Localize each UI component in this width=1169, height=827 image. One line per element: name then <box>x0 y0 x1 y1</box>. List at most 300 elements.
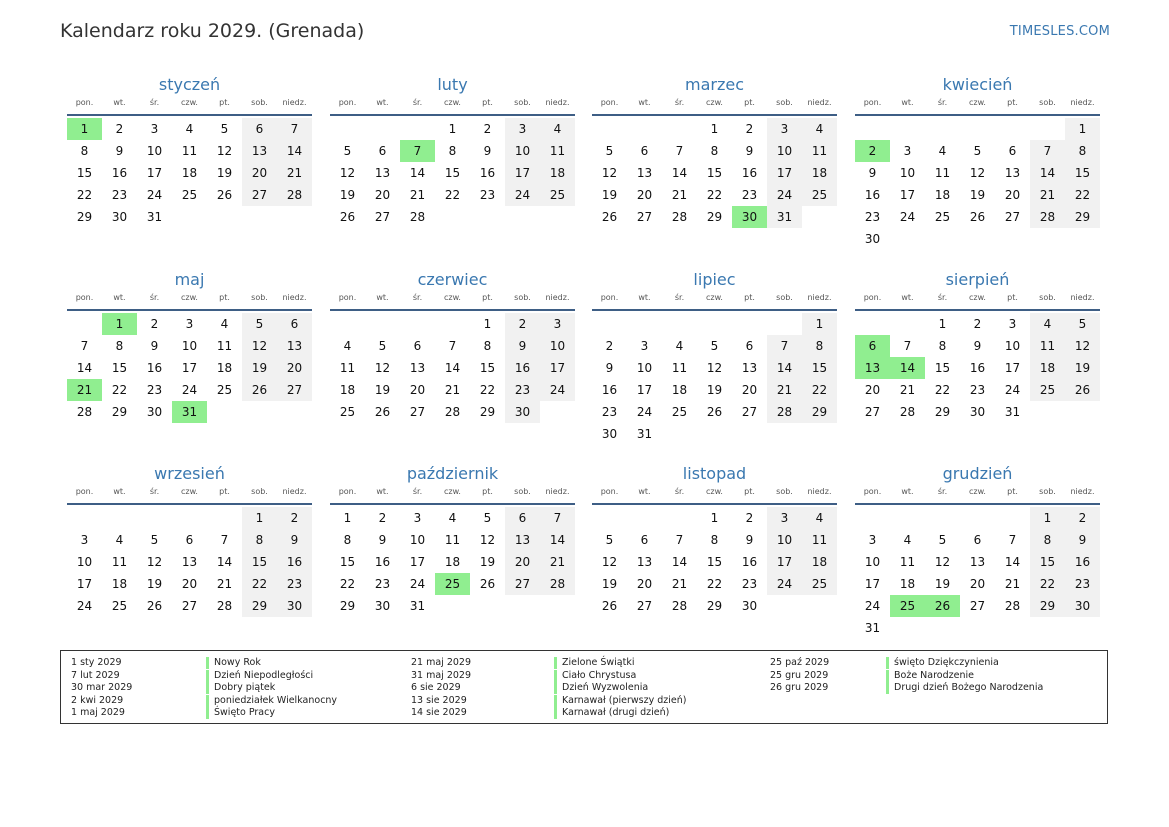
weekday-label: sob. <box>776 98 793 107</box>
holiday-day-cell: 25 <box>890 595 925 617</box>
day-cell: 17 <box>409 555 426 569</box>
day-cell: 11 <box>181 144 198 158</box>
day-cell: 23 <box>741 577 758 591</box>
day-cell: 8 <box>1065 140 1100 162</box>
day-cell: 23 <box>601 405 618 419</box>
holiday-day-cell: 25 <box>435 573 470 595</box>
weekday-label: pon. <box>600 293 619 302</box>
holiday-day-cell: 1 <box>67 118 102 140</box>
legend-date: 30 mar 2029 <box>71 682 133 694</box>
legend-holiday-name: Dzień Wyzwolenia <box>554 682 648 694</box>
day-cell: 4 <box>1030 313 1065 335</box>
brand-link[interactable]: TIMESLES.COM <box>1009 24 1110 39</box>
day-cell: 26 <box>479 577 496 591</box>
weekday-label: czw. <box>181 98 198 107</box>
day-cell: 25 <box>802 573 837 595</box>
legend-holiday-name: Dzień Niepodległości <box>206 670 313 682</box>
day-cell: 12 <box>374 361 391 375</box>
day-cell: 30 <box>601 427 618 441</box>
day-cell: 30 <box>1065 595 1100 617</box>
legend-holiday-name: Karnawał (pierwszy dzień) <box>554 695 686 707</box>
weekday-label: pt. <box>1007 293 1018 302</box>
month-name: lipiec <box>693 270 736 289</box>
header-divider <box>855 503 1100 505</box>
day-cell: 25 <box>540 184 575 206</box>
day-cell: 10 <box>636 361 653 375</box>
day-cell: 8 <box>710 144 719 158</box>
day-cell: 3 <box>80 533 89 547</box>
day-cell: 10 <box>146 144 163 158</box>
weekday-label: pon. <box>863 293 882 302</box>
day-cell: 25 <box>216 383 233 397</box>
weekday-label: sob. <box>1039 98 1056 107</box>
holiday-day-cell: 30 <box>732 206 767 228</box>
day-cell: 16 <box>505 357 540 379</box>
day-cell: 27 <box>277 379 312 401</box>
day-cell: 30 <box>277 595 312 617</box>
day-cell: 11 <box>899 555 916 569</box>
day-cell: 16 <box>741 555 758 569</box>
weekday-label: wt. <box>113 487 126 496</box>
legend-date: 2 kwi 2029 <box>71 694 124 706</box>
weekday-header <box>855 293 1100 307</box>
weekday-header <box>67 98 312 112</box>
holiday-day-cell: 21 <box>67 379 102 401</box>
day-cell: 10 <box>1004 339 1021 353</box>
legend-holiday-name: Dobry piątek <box>206 682 275 694</box>
day-cell: 28 <box>1030 206 1065 228</box>
weekday-label: śr. <box>937 98 948 107</box>
day-cell: 21 <box>277 162 312 184</box>
day-cell: 15 <box>1030 551 1065 573</box>
day-cell: 7 <box>903 339 912 353</box>
day-cell: 14 <box>1030 162 1065 184</box>
day-cell: 30 <box>374 599 391 613</box>
day-cell: 22 <box>1065 184 1100 206</box>
day-cell: 23 <box>741 188 758 202</box>
day-cell: 2 <box>150 317 159 331</box>
weekday-label: pon. <box>75 487 94 496</box>
day-cell: 3 <box>640 339 649 353</box>
day-cell: 29 <box>242 595 277 617</box>
day-cell: 14 <box>767 357 802 379</box>
day-cell: 29 <box>1030 595 1065 617</box>
weekday-header <box>330 293 575 307</box>
day-cell: 15 <box>76 166 93 180</box>
day-cell: 22 <box>802 379 837 401</box>
weekday-label: śr. <box>412 98 423 107</box>
day-cell: 20 <box>741 383 758 397</box>
day-cell: 22 <box>339 577 356 591</box>
day-cell: 20 <box>277 357 312 379</box>
holiday-day-cell: 13 <box>855 357 890 379</box>
month-name: marzec <box>684 75 744 94</box>
weekday-label: śr. <box>149 98 160 107</box>
day-cell: 25 <box>181 188 198 202</box>
day-cell: 13 <box>969 555 986 569</box>
month-name: maj <box>174 270 205 289</box>
day-cell: 21 <box>767 379 802 401</box>
day-cell: 1 <box>938 317 947 331</box>
weekday-label: wt. <box>901 98 914 107</box>
day-cell: 27 <box>969 599 986 613</box>
weekday-label: pt. <box>219 98 230 107</box>
day-cell: 19 <box>146 577 163 591</box>
day-cell: 24 <box>181 383 198 397</box>
day-cell: 31 <box>864 621 881 635</box>
day-cell: 12 <box>146 555 163 569</box>
weekday-label: wt. <box>376 293 389 302</box>
legend-holiday-name: Karnawał (drugi dzień) <box>554 707 669 719</box>
day-cell: 2 <box>483 122 492 136</box>
holiday-day-cell: 31 <box>172 401 207 423</box>
day-cell: 9 <box>115 144 124 158</box>
weekday-label: sob. <box>251 293 268 302</box>
weekday-label: pon. <box>338 487 357 496</box>
day-cell: 7 <box>675 144 684 158</box>
day-cell: 17 <box>636 383 653 397</box>
legend-date: 21 maj 2029 <box>411 657 472 668</box>
weekday-label: niedz. <box>282 487 307 496</box>
weekday-label: śr. <box>149 487 160 496</box>
weekday-label: pon. <box>863 487 882 496</box>
day-cell: 4 <box>540 118 575 140</box>
day-cell: 31 <box>636 427 653 441</box>
day-cell: 12 <box>601 555 618 569</box>
day-cell: 19 <box>934 577 951 591</box>
day-cell: 7 <box>1030 140 1065 162</box>
legend-date: 6 sie 2029 <box>411 682 461 694</box>
day-cell: 15 <box>706 555 723 569</box>
day-cell: 29 <box>479 405 496 419</box>
day-cell: 27 <box>636 599 653 613</box>
day-cell: 5 <box>710 339 719 353</box>
day-cell: 29 <box>934 405 951 419</box>
legend-date: 25 paź 2029 <box>770 657 830 668</box>
day-cell: 4 <box>938 144 947 158</box>
weekday-label: czw. <box>706 98 723 107</box>
weekday-label: sob. <box>514 98 531 107</box>
month-name: czerwiec <box>417 270 488 289</box>
day-cell: 19 <box>479 555 496 569</box>
day-cell: 29 <box>802 401 837 423</box>
day-cell: 2 <box>1065 507 1100 529</box>
day-cell: 27 <box>505 573 540 595</box>
weekday-label: sob. <box>776 487 793 496</box>
day-cell: 3 <box>903 144 912 158</box>
day-cell: 22 <box>76 188 93 202</box>
month-name: kwiecień <box>942 75 1013 94</box>
day-cell: 7 <box>80 339 89 353</box>
day-cell: 22 <box>242 573 277 595</box>
day-cell: 13 <box>636 166 653 180</box>
day-cell: 26 <box>601 599 618 613</box>
month-name: październik <box>406 464 499 483</box>
day-cell: 4 <box>115 533 124 547</box>
weekday-header <box>855 98 1100 112</box>
weekday-label: śr. <box>674 487 685 496</box>
day-cell: 24 <box>864 599 881 613</box>
day-cell: 21 <box>1004 577 1021 591</box>
day-cell: 4 <box>185 122 194 136</box>
day-cell: 29 <box>706 599 723 613</box>
day-cell: 30 <box>969 405 986 419</box>
weekday-label: niedz. <box>1070 293 1095 302</box>
weekday-label: pt. <box>219 487 230 496</box>
day-cell: 6 <box>413 339 422 353</box>
day-cell: 6 <box>185 533 194 547</box>
day-cell: 27 <box>374 210 391 224</box>
legend-holiday-name: poniedziałek Wielkanocny <box>206 695 337 707</box>
header-divider <box>330 114 575 116</box>
day-cell: 23 <box>505 379 540 401</box>
day-cell: 2 <box>745 122 754 136</box>
legend-date: 25 gru 2029 <box>770 669 829 681</box>
weekday-label: niedz. <box>282 98 307 107</box>
day-cell: 8 <box>802 335 837 357</box>
day-cell: 5 <box>483 511 492 525</box>
weekday-label: sob. <box>776 293 793 302</box>
weekday-label: śr. <box>149 293 160 302</box>
day-cell: 17 <box>899 188 916 202</box>
day-cell: 24 <box>899 210 916 224</box>
day-cell: 2 <box>745 511 754 525</box>
day-cell: 28 <box>277 184 312 206</box>
day-cell: 8 <box>242 529 277 551</box>
day-cell: 7 <box>540 507 575 529</box>
day-cell: 28 <box>409 210 426 224</box>
day-cell: 16 <box>277 551 312 573</box>
weekday-label: śr. <box>937 487 948 496</box>
day-cell: 24 <box>767 184 802 206</box>
month-name: wrzesień <box>154 464 225 483</box>
day-cell: 10 <box>899 166 916 180</box>
day-cell: 15 <box>339 555 356 569</box>
weekday-label: czw. <box>444 293 461 302</box>
day-cell: 14 <box>216 555 233 569</box>
day-cell: 27 <box>636 210 653 224</box>
day-cell: 17 <box>864 577 881 591</box>
day-cell: 4 <box>448 511 457 525</box>
day-cell: 31 <box>146 210 163 224</box>
day-cell: 7 <box>277 118 312 140</box>
day-cell: 11 <box>1030 335 1065 357</box>
day-cell: 2 <box>973 317 982 331</box>
weekday-label: śr. <box>937 293 948 302</box>
holiday-day-cell: 7 <box>400 140 435 162</box>
day-cell: 19 <box>242 357 277 379</box>
day-cell: 20 <box>636 188 653 202</box>
day-cell: 31 <box>409 599 426 613</box>
day-cell: 1 <box>802 313 837 335</box>
legend-date: 26 gru 2029 <box>770 682 829 694</box>
weekday-label: pon. <box>863 98 882 107</box>
weekday-label: pt. <box>482 293 493 302</box>
day-cell: 22 <box>479 383 496 397</box>
day-cell: 14 <box>444 361 461 375</box>
day-cell: 17 <box>1004 361 1021 375</box>
day-cell: 1 <box>1065 118 1100 140</box>
day-cell: 25 <box>802 184 837 206</box>
day-cell: 14 <box>671 555 688 569</box>
day-cell: 28 <box>216 599 233 613</box>
day-cell: 20 <box>409 383 426 397</box>
day-cell: 5 <box>938 533 947 547</box>
day-cell: 11 <box>339 361 356 375</box>
day-cell: 18 <box>671 383 688 397</box>
day-cell: 11 <box>802 140 837 162</box>
day-cell: 6 <box>242 118 277 140</box>
day-cell: 24 <box>409 577 426 591</box>
day-cell: 20 <box>969 577 986 591</box>
legend-holiday-name: Boże Narodzenie <box>886 670 974 682</box>
day-cell: 11 <box>444 533 461 547</box>
day-cell: 3 <box>413 511 422 525</box>
day-cell: 6 <box>378 144 387 158</box>
weekday-label: czw. <box>969 487 986 496</box>
weekday-label: czw. <box>444 98 461 107</box>
weekday-label: pt. <box>744 98 755 107</box>
day-cell: 2 <box>605 339 614 353</box>
weekday-label: wt. <box>113 293 126 302</box>
weekday-label: wt. <box>901 487 914 496</box>
day-cell: 13 <box>741 361 758 375</box>
day-cell: 26 <box>242 379 277 401</box>
day-cell: 10 <box>767 140 802 162</box>
weekday-header <box>330 487 575 501</box>
day-cell: 12 <box>216 144 233 158</box>
weekday-label: pon. <box>338 293 357 302</box>
day-cell: 5 <box>605 533 614 547</box>
day-cell: 27 <box>409 405 426 419</box>
weekday-label: czw. <box>181 487 198 496</box>
weekday-label: wt. <box>901 293 914 302</box>
holiday-day-cell: 6 <box>855 335 890 357</box>
day-cell: 25 <box>1030 379 1065 401</box>
day-cell: 9 <box>505 335 540 357</box>
day-cell: 12 <box>339 166 356 180</box>
day-cell: 18 <box>444 555 461 569</box>
day-cell: 30 <box>864 232 881 246</box>
day-cell: 25 <box>339 405 356 419</box>
day-cell: 20 <box>242 162 277 184</box>
day-cell: 24 <box>76 599 93 613</box>
weekday-label: sob. <box>1039 487 1056 496</box>
day-cell: 28 <box>444 405 461 419</box>
day-cell: 10 <box>181 339 198 353</box>
day-cell: 17 <box>767 551 802 573</box>
day-cell: 21 <box>899 383 916 397</box>
day-cell: 1 <box>448 122 457 136</box>
day-cell: 15 <box>444 166 461 180</box>
day-cell: 9 <box>973 339 982 353</box>
day-cell: 4 <box>220 317 229 331</box>
day-cell: 22 <box>1030 573 1065 595</box>
day-cell: 4 <box>802 507 837 529</box>
day-cell: 17 <box>540 357 575 379</box>
day-cell: 19 <box>969 188 986 202</box>
weekday-label: wt. <box>113 98 126 107</box>
day-cell: 30 <box>111 210 128 224</box>
weekday-label: czw. <box>969 293 986 302</box>
day-cell: 23 <box>111 188 128 202</box>
day-cell: 26 <box>601 210 618 224</box>
day-cell: 28 <box>76 405 93 419</box>
day-cell: 3 <box>868 533 877 547</box>
holiday-day-cell: 26 <box>925 595 960 617</box>
weekday-label: wt. <box>376 487 389 496</box>
day-cell: 22 <box>111 383 128 397</box>
day-cell: 11 <box>540 140 575 162</box>
day-cell: 28 <box>671 210 688 224</box>
day-cell: 15 <box>1065 162 1100 184</box>
day-cell: 27 <box>181 599 198 613</box>
day-cell: 4 <box>343 339 352 353</box>
weekday-label: pt. <box>1007 487 1018 496</box>
day-cell: 1 <box>242 507 277 529</box>
weekday-label: pon. <box>75 98 94 107</box>
day-cell: 7 <box>448 339 457 353</box>
day-cell: 21 <box>409 188 426 202</box>
weekday-label: niedz. <box>1070 487 1095 496</box>
day-cell: 12 <box>601 166 618 180</box>
weekday-label: czw. <box>706 487 723 496</box>
day-cell: 9 <box>150 339 159 353</box>
day-cell: 22 <box>444 188 461 202</box>
day-cell: 18 <box>899 577 916 591</box>
day-cell: 31 <box>767 206 802 228</box>
day-cell: 20 <box>1004 188 1021 202</box>
day-cell: 13 <box>181 555 198 569</box>
day-cell: 27 <box>1004 210 1021 224</box>
day-cell: 6 <box>973 533 982 547</box>
day-cell: 10 <box>409 533 426 547</box>
day-cell: 26 <box>339 210 356 224</box>
legend-date: 14 sie 2029 <box>411 707 467 719</box>
day-cell: 13 <box>636 555 653 569</box>
day-cell: 18 <box>181 166 198 180</box>
day-cell: 6 <box>640 533 649 547</box>
day-cell: 18 <box>540 162 575 184</box>
weekday-label: sob. <box>251 98 268 107</box>
day-cell: 30 <box>505 401 540 423</box>
weekday-label: pt. <box>744 487 755 496</box>
day-cell: 30 <box>741 599 758 613</box>
day-cell: 10 <box>864 555 881 569</box>
legend-holiday-name: Nowy Rok <box>206 657 261 669</box>
day-cell: 11 <box>934 166 951 180</box>
month-name: grudzień <box>942 464 1013 483</box>
day-cell: 20 <box>864 383 881 397</box>
day-cell: 18 <box>802 162 837 184</box>
day-cell: 3 <box>1008 317 1017 331</box>
day-cell: 16 <box>601 383 618 397</box>
day-cell: 21 <box>671 577 688 591</box>
day-cell: 25 <box>111 599 128 613</box>
day-cell: 2 <box>277 507 312 529</box>
weekday-header <box>592 293 837 307</box>
day-cell: 3 <box>540 313 575 335</box>
day-cell: 22 <box>934 383 951 397</box>
day-cell: 3 <box>505 118 540 140</box>
weekday-header <box>67 487 312 501</box>
weekday-label: niedz. <box>282 293 307 302</box>
holiday-day-cell: 2 <box>855 140 890 162</box>
weekday-label: pt. <box>482 98 493 107</box>
day-cell: 26 <box>1065 379 1100 401</box>
day-cell: 19 <box>706 383 723 397</box>
weekday-header <box>330 98 575 112</box>
